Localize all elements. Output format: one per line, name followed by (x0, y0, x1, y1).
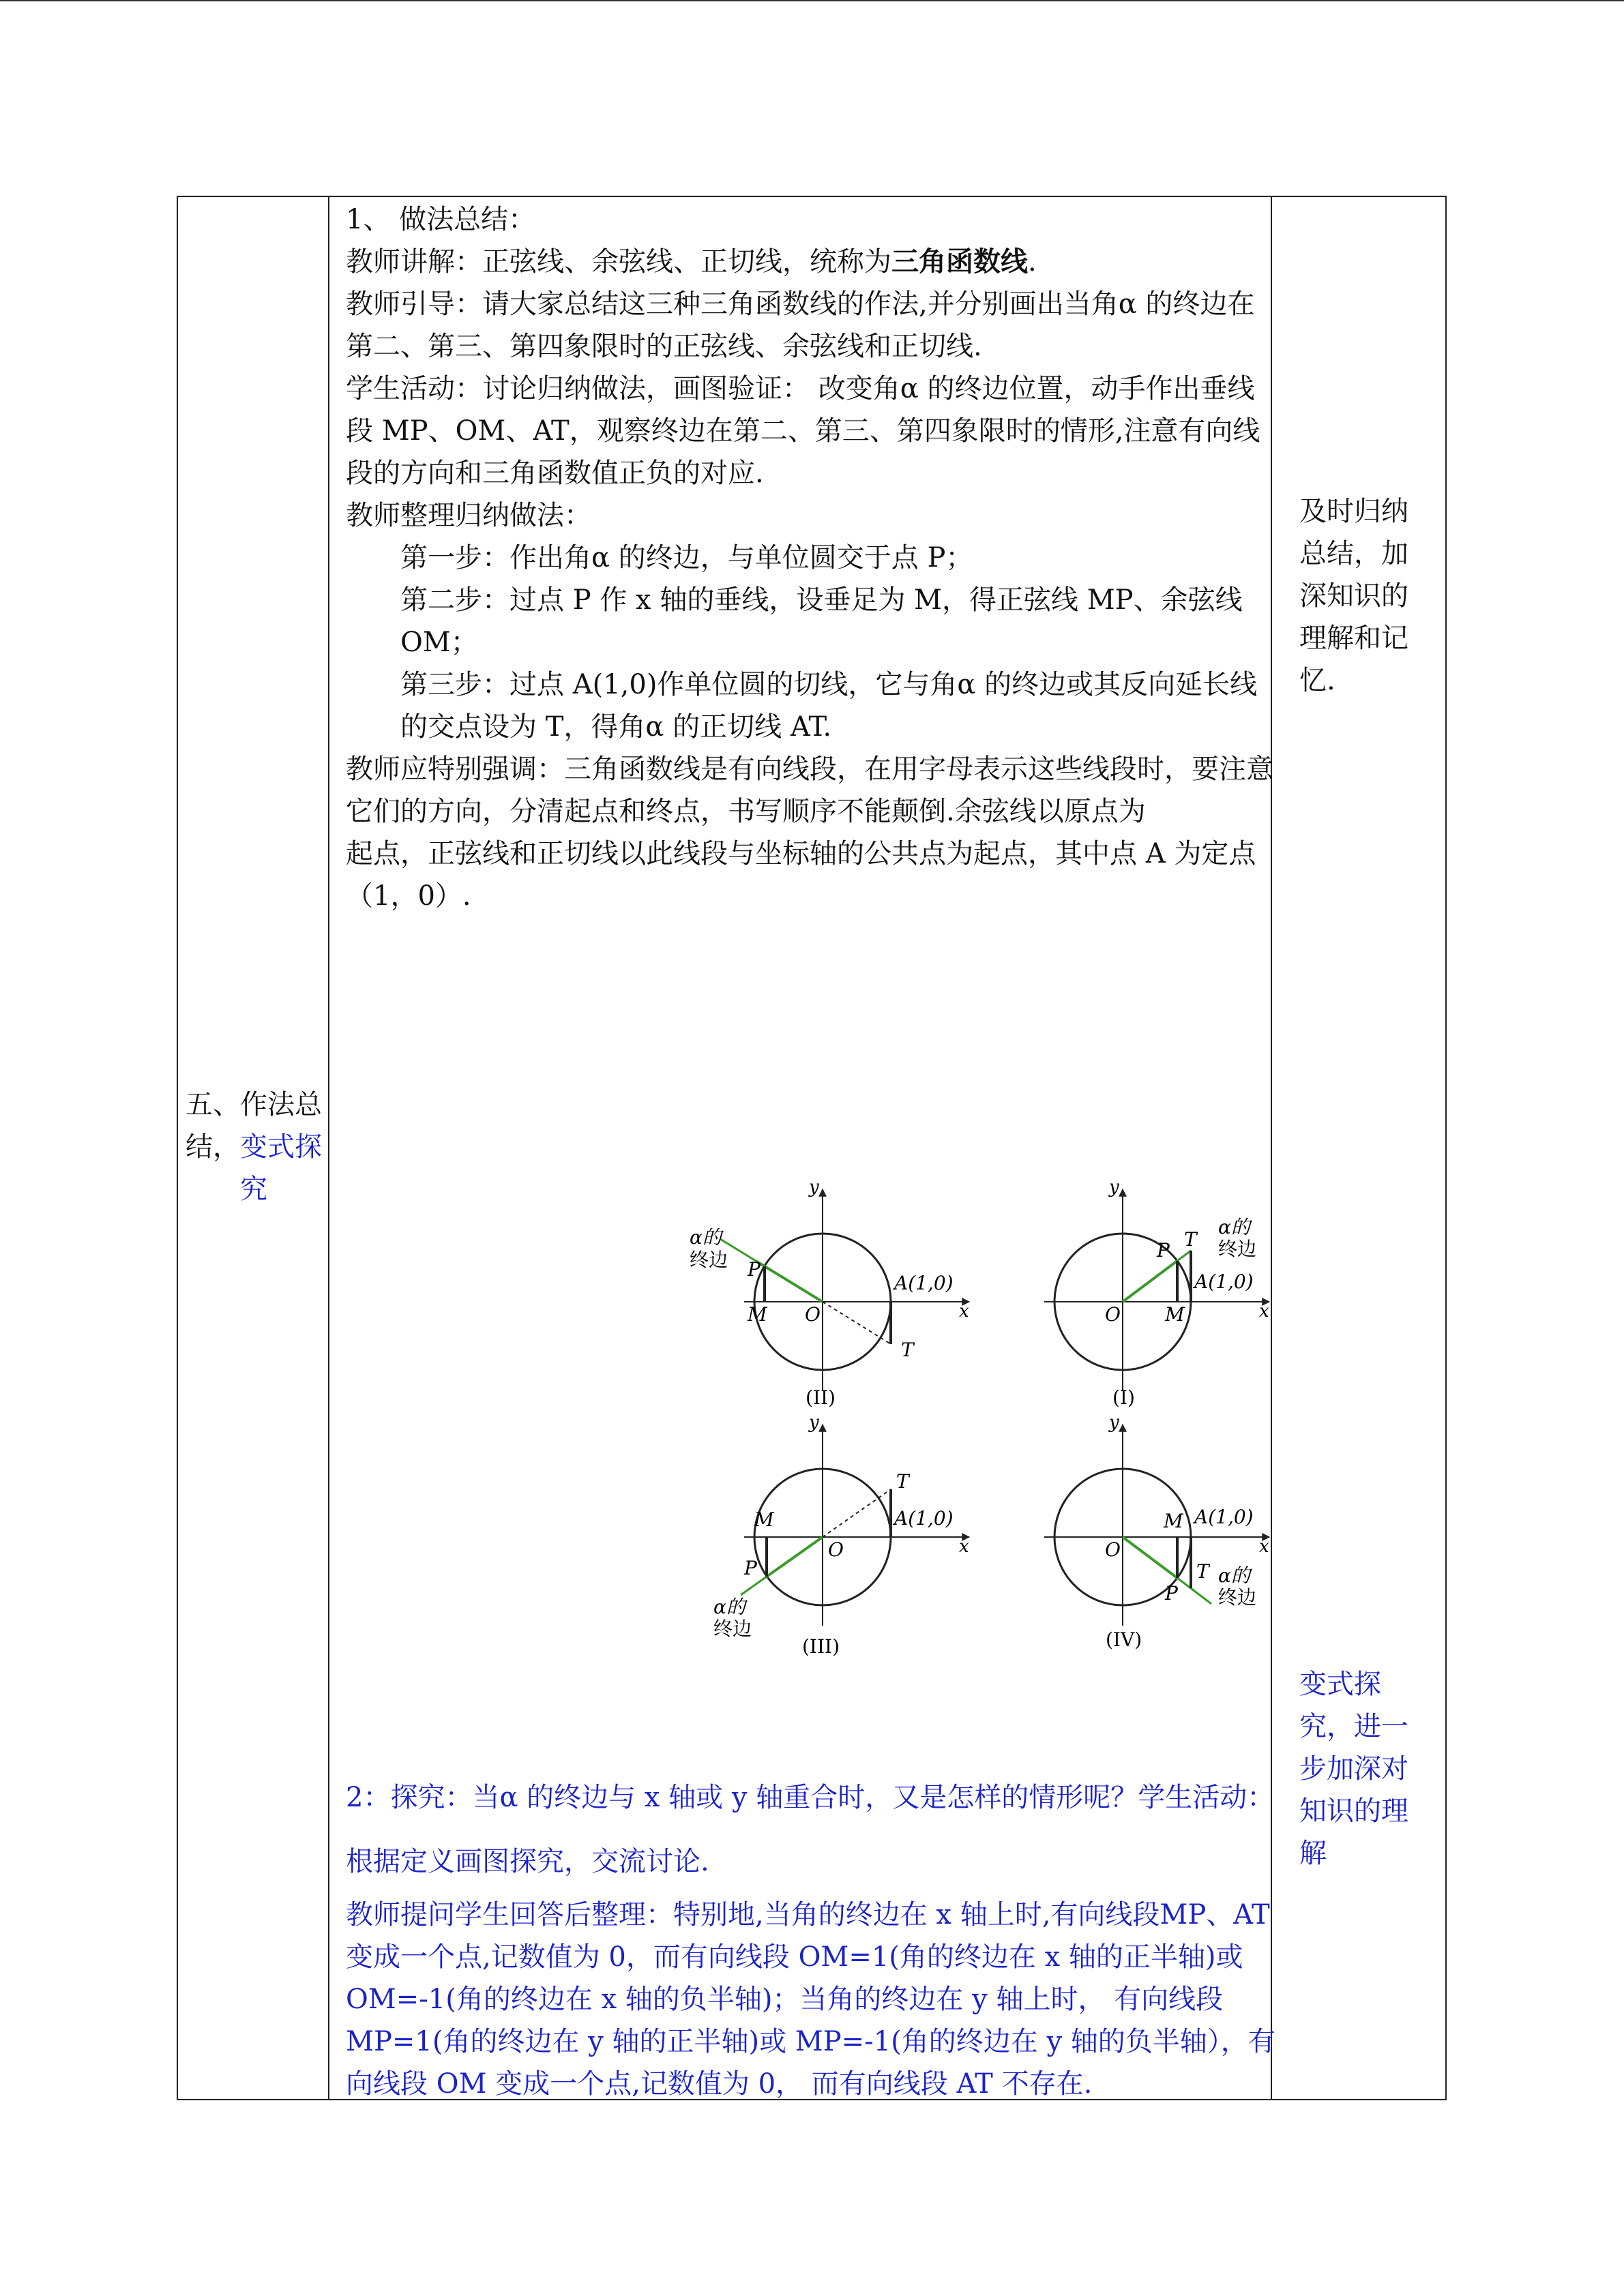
label-M: M (754, 1508, 774, 1531)
reverse-extension (823, 1302, 891, 1344)
trig-lines-figure (655, 1177, 1269, 1684)
text: 教师讲解：正弦线、余弦线、正切线，统称为 (346, 246, 891, 278)
label-A: A(1,0) (894, 1272, 954, 1294)
paragraph: 2：探究：当α 的终边与 x 轴或 y 轴重合时，又是怎样的情形呢？学生活动：根据定义画图探究，交流讨论. (346, 1782, 1275, 1877)
explore-section (346, 1765, 1282, 2105)
lesson-table (177, 196, 1447, 2100)
label-T: T (896, 1470, 909, 1493)
diagram-quadrant-4 (1044, 1412, 1269, 1651)
label-P: P (1165, 1582, 1178, 1605)
text: . (1028, 246, 1037, 278)
step: 第三步：过点 A(1,0)作单位圆的切线，它与角α 的终边或其反向延长线的交点设为 T，得角α 的正切线 AT. (400, 669, 1258, 743)
label-O: O (805, 1303, 821, 1326)
terminal-side (767, 1537, 823, 1577)
label-alpha: α的 (1218, 1564, 1250, 1587)
label-x: x (1259, 1301, 1269, 1322)
label-T: T (901, 1339, 914, 1361)
paragraph: 起点，正弦线和正切线以此线段与坐标轴的公共点为起点，其中点 A 为定点（1，0）. (346, 838, 1256, 912)
paragraph: 教师应特别强调：三角函数线是有向线段，在用字母表示这些线段时，要注意它们的方向，分清起点和终点，书写顺序不能颠倒.余弦线以原点为 (346, 754, 1273, 827)
terminal-side (1123, 1537, 1177, 1578)
diagram-quadrant-3 (713, 1412, 969, 1658)
label-A: A(1,0) (894, 1507, 954, 1530)
label-y: y (1109, 1412, 1119, 1433)
section-label-text: 五、作法总结， (186, 1089, 322, 1163)
label-M: M (1165, 1303, 1185, 1326)
diagram-quadrant-2 (690, 1177, 969, 1409)
terminal-side (1123, 1261, 1177, 1302)
top-border (0, 0, 1624, 1)
terminal-side-ext (741, 1577, 767, 1595)
label-y: y (1109, 1177, 1119, 1197)
label-P: P (744, 1557, 757, 1579)
label-O: O (1105, 1303, 1121, 1326)
label-alpha: α的 (713, 1596, 745, 1618)
label-P: P (748, 1258, 761, 1281)
label-alpha: α的 (1218, 1216, 1250, 1238)
paragraph (346, 241, 1282, 283)
diagram-quadrant-1 (1044, 1177, 1269, 1409)
label-x: x (959, 1301, 969, 1322)
bold-term: 三角函数线 (891, 246, 1028, 278)
label-T: T (1184, 1228, 1197, 1251)
label-terminal: 终边 (1218, 1238, 1257, 1260)
main-content (346, 198, 1282, 917)
paragraph: 学生活动：讨论归纳做法，画图验证： 改变角α 的终边位置，动手作出垂线段 MP、OM、AT，观察终边在第二、第三、第四象限时的情形,注意有向线段的方向和三角函数值正负的对应. (346, 373, 1260, 489)
terminal-side-ext (1177, 1251, 1191, 1261)
label-terminal: 终边 (1218, 1586, 1257, 1609)
label-M: M (748, 1303, 767, 1326)
label-terminal: 终边 (713, 1617, 752, 1640)
section-label-blue: 变式探究 (240, 1131, 322, 1205)
label-x: x (1259, 1536, 1269, 1557)
step: 第二步：过点 P 作 x 轴的垂线，设垂足为 M，得正弦线 MP、余弦线OM； (400, 584, 1243, 658)
paragraph: 1、 做法总结： (346, 204, 536, 235)
paragraph: 教师提问学生回答后整理：特别地,当角的终边在 x 轴上时,有向线段MP、AT 变成一个点,记数值为 0，而有向线段 OM=1(角的终边在 x 轴的正半轴)或 OM=-1(角的终边在 x 轴的负半轴)；当角的终边在 y 轴上时， 有向线段 MP=1(角的终边在 y 轴的正半轴)或 MP=-1(角的终边在 y 轴的负半轴），有向线段 OM 变成一个点,记数值为 0， 而有向线段 AT 不存在. (346, 1899, 1275, 2100)
label-P: P (1157, 1239, 1170, 1262)
caption: (IV) (1106, 1628, 1142, 1651)
label-A: A(1,0) (1194, 1270, 1254, 1293)
reverse-extension (823, 1489, 891, 1537)
paragraph: 教师引导：请大家总结这三种三角函数线的作法,并分别画出当角α 的终边在第二、第三、第四象限时的正弦线、余弦线和正切线. (346, 288, 1255, 362)
paragraph: 教师整理归纳做法： (346, 500, 591, 531)
side-note-blue: 变式探究，进一步加深对知识的理解 (1299, 1669, 1408, 1869)
label-alpha: α的 (690, 1226, 722, 1249)
label-O: O (828, 1538, 844, 1561)
label-y: y (809, 1412, 819, 1433)
caption: (III) (802, 1635, 840, 1658)
label-M: M (1164, 1510, 1183, 1532)
label-T: T (1196, 1560, 1209, 1583)
label-O: O (1105, 1538, 1121, 1561)
caption: (II) (806, 1386, 836, 1409)
label-terminal: 终边 (690, 1249, 728, 1271)
caption: (I) (1112, 1386, 1135, 1409)
label-x: x (959, 1536, 969, 1557)
label-A: A(1,0) (1194, 1506, 1254, 1528)
label-y: y (809, 1177, 819, 1197)
section-label (178, 1084, 329, 1210)
side-note: 及时归纳总结，加深知识的理解和记忆. (1299, 496, 1408, 696)
step: 第一步：作出角α 的终边，与单位圆交于点 P； (400, 542, 973, 573)
